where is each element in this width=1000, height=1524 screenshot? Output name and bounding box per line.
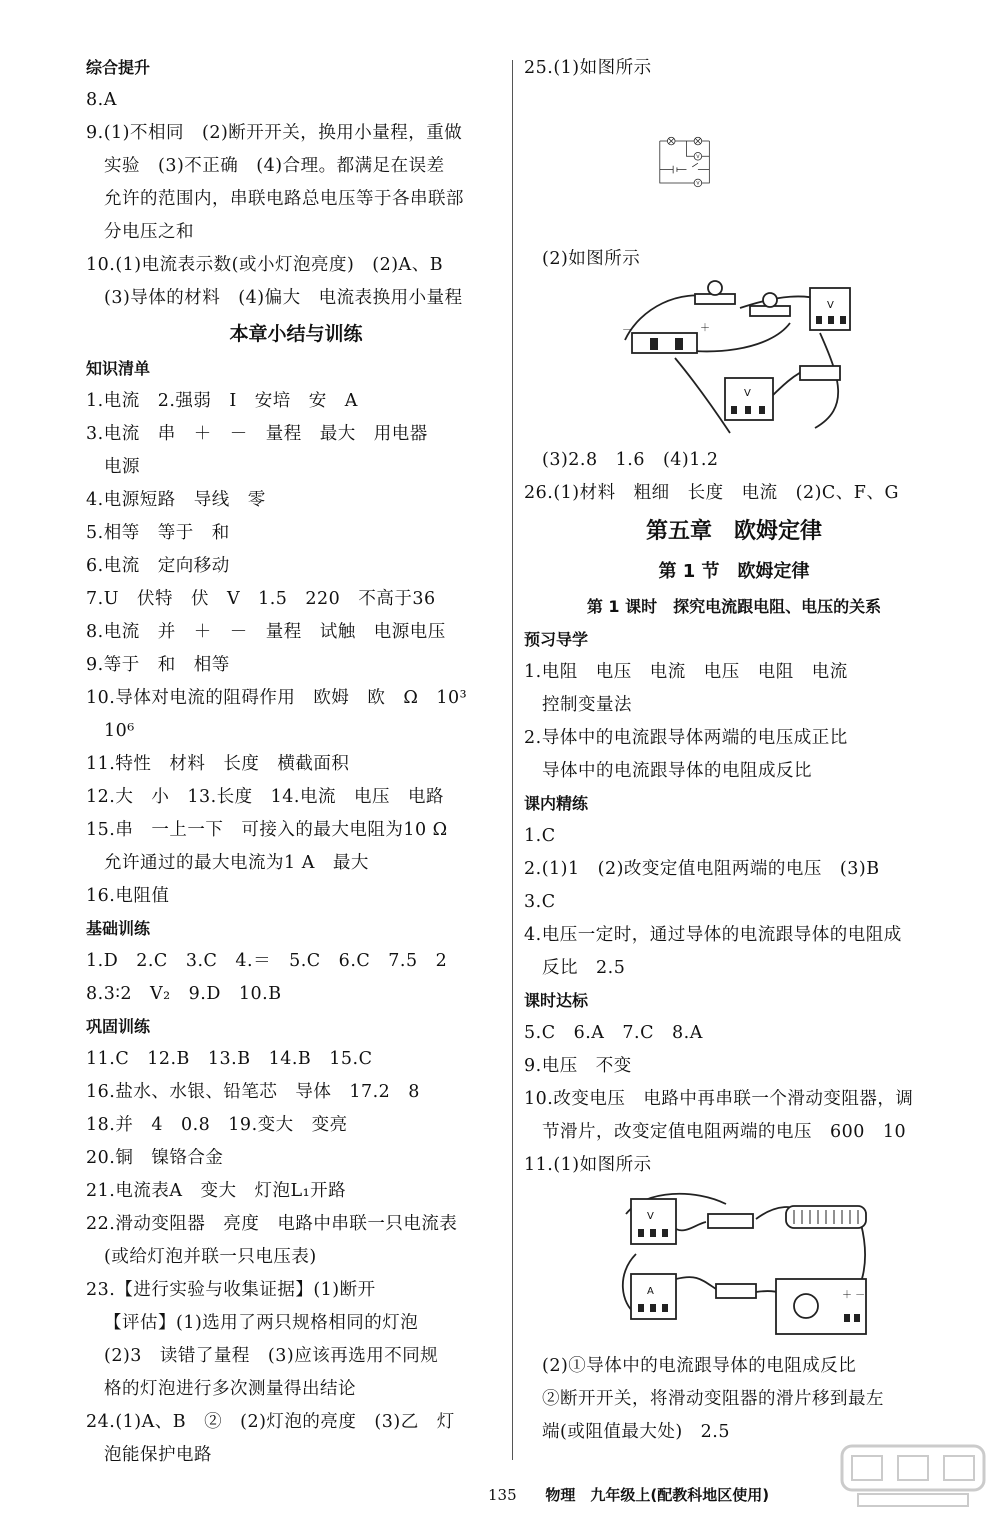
answer-line: 7.U 伏特 伏 V 1.5 220 不高于36 [86,589,436,609]
answer-line: 4.电源短路 导线 零 [86,490,266,510]
answer-line-continued: 端(或阻值最大处) 2.5 [542,1422,730,1442]
answer-line: 5.相等 等于 和 [86,523,230,543]
answer-line: 3.C [524,892,556,912]
answer-line: 8.3∶2 V₂ 9.D 10.B [86,984,282,1004]
answer-line-continued: 分电压之和 [104,222,194,242]
answer-line: 6.电流 定向移动 [86,556,230,576]
answer-line: 4.电压一定时，通过导体的电流跟导体的电阻成 [524,925,902,945]
answer-line-continued: ②断开开关，将滑动变阻器的滑片移到最左 [542,1389,884,1409]
section-heading: 综合提升 [86,58,151,77]
answer-line: 25.(1)如图所示 [524,58,652,78]
answer-line: 1.D 2.C 3.C 4.＝ 5.C 6.C 7.5 2 [86,951,448,971]
answer-line-continued: 泡能保护电路 [104,1445,212,1465]
answer-line-continued: 导体中的电流跟导体的电阻成反比 [542,761,812,781]
wiring-diagram-1-figure [620,278,870,438]
svg-text:－: － [622,325,632,336]
svg-text:V: V [647,1211,654,1222]
svg-text:V: V [827,300,834,311]
section-heading: 预习导学 [524,630,589,649]
answer-line-continued: 电源 [104,457,140,477]
answer-line-continued: (2)3 读错了量程 (3)应该再选用不同规 [104,1346,439,1366]
answer-line: 22.滑动变阻器 亮度 电路中串联一只电流表 [86,1214,458,1234]
right-column [524,52,944,1449]
watermark-logo [838,1440,988,1510]
answer-line: 26.(1)材料 粗细 长度 电流 (2)C、F、G [524,483,899,503]
left-column [86,52,506,1472]
circuit-diagram-figure [656,87,816,237]
wiring-diagram-2-figure [616,1184,876,1344]
answer-line: 1.C [524,826,556,846]
answer-line-continued: 控制变量法 [542,695,632,715]
answer-line-continued: (3)2.8 1.6 (4)1.2 [542,450,719,470]
answer-line: 3.电流 串 ＋ － 量程 最大 用电器 [86,424,428,444]
answer-line-continued: (2)①导体中的电流跟导体的电阻成反比 [542,1356,857,1376]
page-footer [488,1484,769,1505]
answer-line: 10.改变电压 电路中再串联一个滑动变阻器，调 [524,1089,914,1109]
answer-line: 11.(1)如图所示 [524,1155,652,1175]
answer-line-continued: 允许的范围内，串联电路总电压等于各串联部 [104,189,464,209]
answer-line: 24.(1)A、B ② (2)灯泡的亮度 (3)乙 灯 [86,1412,455,1432]
answer-line: 9.(1)不相同 (2)断开开关，换用小量程，重做 [86,123,463,143]
svg-text:V: V [696,181,700,187]
answer-line: 12.大 小 13.长度 14.电流 电压 电路 [86,787,444,807]
section-heading: 基础训练 [86,919,151,938]
answer-line-continued: (3)导体的材料 (4)偏大 电流表换用小量程 [104,288,463,308]
chapter-title: 第五章 欧姆定律 [645,519,822,544]
answer-line: 16.电阻值 [86,886,170,906]
answer-line-continued: (或给灯泡并联一只电压表) [104,1247,317,1267]
section-heading: 巩固训练 [86,1017,151,1036]
answer-line-continued: 允许通过的最大电流为1 A 最大 [104,853,369,873]
page-number: 135 [488,1486,517,1504]
answer-line-continued: 10⁶ [104,721,135,741]
answer-line: 10.(1)电流表示数(或小灯泡亮度) (2)A、B [86,255,444,275]
answer-line: 20.铜 镍铬合金 [86,1148,224,1168]
answer-line: 2.(1)1 (2)改变定值电阻两端的电压 (3)B [524,859,880,879]
answer-line-continued: 节滑片，改变定值电阻两端的电压 600 10 [542,1122,907,1142]
summary-heading: 本章小结与训练 [229,323,363,345]
answer-line-continued: 【评估】(1)选用了两只规格相同的灯泡 [104,1313,419,1333]
answer-line: 21.电流表A 变大 灯泡L₁开路 [86,1181,347,1201]
answer-line: 16.盐水、水银、铅笔芯 导体 17.2 8 [86,1082,420,1102]
answer-line: 1.电阻 电压 电流 电压 电阻 电流 [524,662,848,682]
answer-line: 11.特性 材料 长度 横截面积 [86,754,350,774]
answer-line: 9.电压 不变 [524,1056,632,1076]
svg-text:V: V [696,154,700,160]
section-heading: 课内精练 [524,794,589,813]
answer-line-continued: (2)如图所示 [542,249,641,269]
answer-line: 15.串 一上一下 可接入的最大电阻为10 Ω [86,820,448,840]
answer-line: 2.导体中的电流跟导体两端的电压成正比 [524,728,848,748]
lesson-title: 第 1 课时 探究电流跟电阻、电压的关系 [586,597,882,616]
answer-line: 11.C 12.B 13.B 14.B 15.C [86,1049,373,1069]
answer-line: 9.等于 和 相等 [86,655,230,675]
svg-text:V: V [744,388,751,399]
answer-line-continued: 反比 2.5 [542,958,626,978]
section-heading: 知识清单 [86,359,151,378]
answer-line: 18.并 4 0.8 19.变大 变亮 [86,1115,348,1135]
answer-line-continued: 格的灯泡进行多次测量得出结论 [104,1379,356,1399]
column-divider [512,60,513,1460]
svg-text:A: A [647,1286,654,1297]
section-heading: 课时达标 [524,991,589,1010]
answer-line: 8.电流 并 ＋ － 量程 试触 电源电压 [86,622,446,642]
answer-line: 8.A [86,90,117,110]
section-title: 第 1 节 欧姆定律 [658,561,810,582]
answer-line: 10.导体对电流的阻碍作用 欧姆 欧 Ω 10³ [86,688,468,708]
answer-line: 23.【进行实验与收集证据】(1)断开 [86,1280,376,1300]
svg-text:＋ －: ＋ － [842,1290,866,1301]
answer-line: 1.电流 2.强弱 I 安培 安 A [86,391,358,411]
svg-text:＋: ＋ [700,323,710,334]
book-title: 物理 九年级上(配教科地区使用) [545,1486,770,1504]
answer-line-continued: 实验 (3)不正确 (4)合理。都满足在误差 [104,156,445,176]
answer-line: 5.C 6.A 7.C 8.A [524,1023,703,1043]
